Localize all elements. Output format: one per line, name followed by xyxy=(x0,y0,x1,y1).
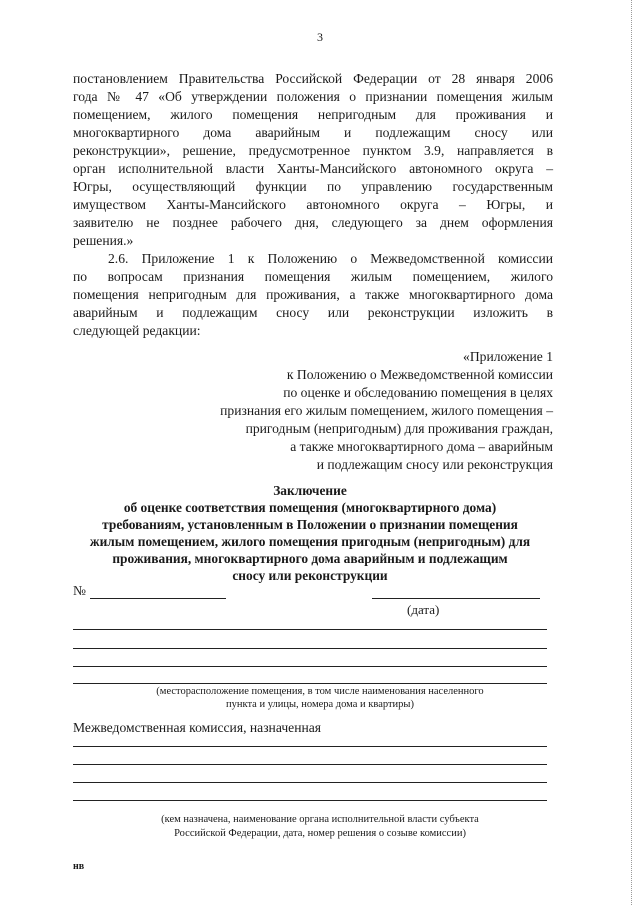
title-line: Заключение xyxy=(273,483,347,498)
body-line: многоквартирного дома аварийным и подлежащим сносу или xyxy=(73,125,553,140)
appendix-line: по оценке и обследованию помещения в целях xyxy=(283,385,553,400)
commission-field-line[interactable] xyxy=(73,764,547,765)
appointed-caption: Российской Федерации, дата, номер решения о созыве комиссии) xyxy=(174,828,466,839)
appendix-line: к Положению о Межведомственной комиссии xyxy=(286,367,553,382)
title-line: проживания, многоквартирного дома аварийным и подлежащим xyxy=(112,551,508,566)
body-line: имуществом Ханты-Мансийского автономного округа – Югры, и xyxy=(73,197,553,212)
appendix-line: пригодным (непригодным) для проживания граждан, xyxy=(245,421,553,436)
body-line: орган исполнительной власти Ханты-Мансийского автономного округа – xyxy=(73,161,553,176)
number-field[interactable] xyxy=(90,598,226,599)
commission-field-line[interactable] xyxy=(73,782,547,783)
body-line: заявителю не позднее рабочего дня, следующего за днем оформления xyxy=(73,215,553,230)
appendix-line: и подлежащим сносу или реконструкция xyxy=(316,457,553,472)
appendix-line: а также многоквартирного дома – аварийным xyxy=(290,439,553,454)
commission-field-line[interactable] xyxy=(73,746,547,747)
body-line: реконструкции», решение, предусмотренное пунктом 3.9, направляется в xyxy=(73,143,553,158)
body-line: помещением, жилого помещения непригодным для проживания и xyxy=(73,107,553,122)
body-line: Югры, осуществляющий функции по управлению государственным xyxy=(73,179,553,194)
body-line: 2.6. Приложение 1 к Положению о Межведомственной комиссии xyxy=(108,251,553,266)
body-line: постановлением Правительства Российской Федерации от 28 января 2006 xyxy=(73,71,553,86)
title-line: требованиям, установленным в Положении о признании помещения xyxy=(102,517,518,532)
location-caption: (месторасположение помещения, в том числе наименования населенного xyxy=(156,686,484,697)
title-line: об оценке соответствия помещения (многоквартирного дома) xyxy=(123,500,497,515)
body-line: года № 47 «Об утверждении положения о признании помещения жилым xyxy=(73,89,553,104)
body-line: помещения непригодным для проживания, а также многоквартирного дома xyxy=(73,287,553,302)
location-field-line[interactable] xyxy=(73,648,547,649)
scan-edge-divider xyxy=(630,0,632,905)
location-field-line[interactable] xyxy=(73,666,547,667)
body-line: по вопросам признания помещения жилым помещением, жилого xyxy=(73,269,553,284)
location-field-line[interactable] xyxy=(73,683,547,684)
footer-mark: нв xyxy=(73,861,85,872)
commission-field-line[interactable] xyxy=(73,800,547,801)
body-line: решения.» xyxy=(73,233,134,248)
page-number: 3 xyxy=(317,30,323,44)
appointed-caption: (кем назначена, наименование органа исполнительной власти субъекта xyxy=(161,814,479,825)
location-field-line[interactable] xyxy=(73,629,547,630)
appendix-line: признания его жилым помещением, жилого помещения – xyxy=(220,403,553,418)
title-line: сносу или реконструкции xyxy=(232,568,388,583)
location-caption: пункта и улицы, номера дома и квартиры) xyxy=(226,699,414,710)
number-label: № xyxy=(73,583,86,598)
date-caption: (дата) xyxy=(407,602,440,617)
title-line: жилым помещением, жилого помещения пригодным (непригодным) для xyxy=(89,534,531,549)
commission-label: Межведомственная комиссия, назначенная xyxy=(73,720,322,735)
body-line: следующей редакции: xyxy=(73,323,201,338)
body-line: аварийным и подлежащим сносу или реконструкции изложить в xyxy=(73,305,553,320)
appendix-line: «Приложение 1 xyxy=(463,349,553,364)
date-field[interactable] xyxy=(372,598,540,599)
